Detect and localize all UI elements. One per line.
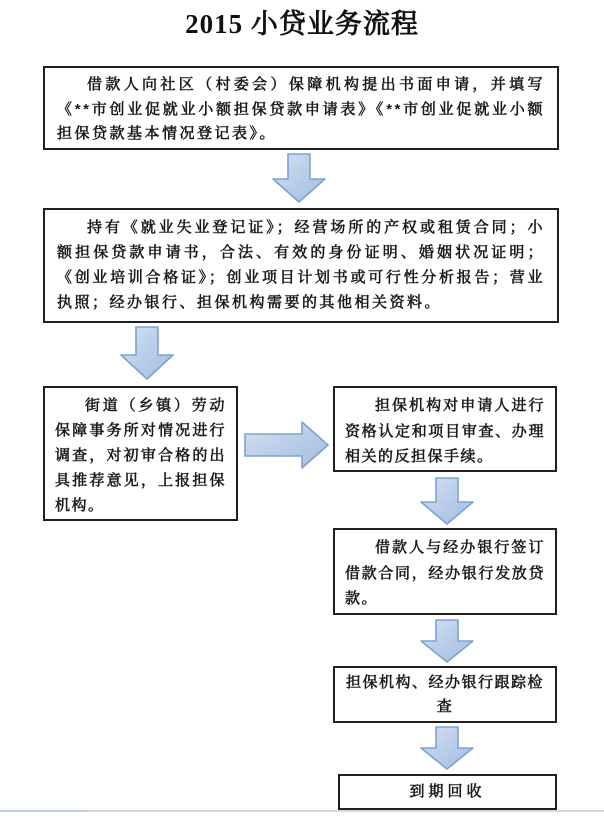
page-bottom-rule-left	[0, 810, 88, 812]
flow-step-guarantee-review-text: 担保机构对申请人进行资格认定和项目审查、办理相关的反担保手续。	[345, 397, 545, 465]
flow-step-sign-loan-text: 借款人与经办银行签订借款合同，经办银行发放贷款。	[345, 539, 545, 607]
arrow-down-icon	[120, 326, 174, 380]
flow-step-recovery-text: 到期回收	[409, 783, 486, 800]
page-bottom-rule-right	[88, 810, 604, 812]
arrow-down-icon	[420, 726, 474, 770]
page-title: 2015 小贷业务流程	[185, 9, 419, 39]
arrow-down-icon	[272, 153, 326, 203]
flow-step-tracking	[333, 666, 557, 723]
flow-step-guarantee-review	[333, 386, 557, 472]
arrow-right-icon	[244, 420, 329, 470]
arrow-down-icon	[420, 477, 474, 525]
flow-step-apply	[43, 66, 559, 150]
flow-step-recovery	[338, 774, 557, 810]
arrow-down-icon	[420, 619, 474, 663]
flow-step-street-review-text: 街道（乡镇）劳动保障事务所对情况进行调查，对初审合格的出具推荐意见，上报担保机构。	[55, 397, 226, 514]
flow-step-tracking-text: 担保机构、经办银行跟踪检查	[345, 674, 544, 715]
flow-step-apply-text: 借款人向社区（村委会）保障机构提出书面申请，并填写《**市创业促就业小额担保贷款申请表》《**市创业促就业小额担保贷款基本情况登记表》。	[57, 76, 545, 142]
flow-step-materials-text: 持有《就业失业登记证》；经营场所的产权或租赁合同；小额担保贷款申请书，合法、有效的身份证明、婚姻状况证明；《创业培训合格证》；创业项目计划书或可行性分析报告；营业执照；经办银行、担保机构需要的其他相关资料。	[57, 219, 545, 311]
flow-step-materials	[43, 208, 559, 323]
flow-step-sign-loan	[333, 528, 557, 615]
flow-step-street-review	[43, 386, 238, 521]
